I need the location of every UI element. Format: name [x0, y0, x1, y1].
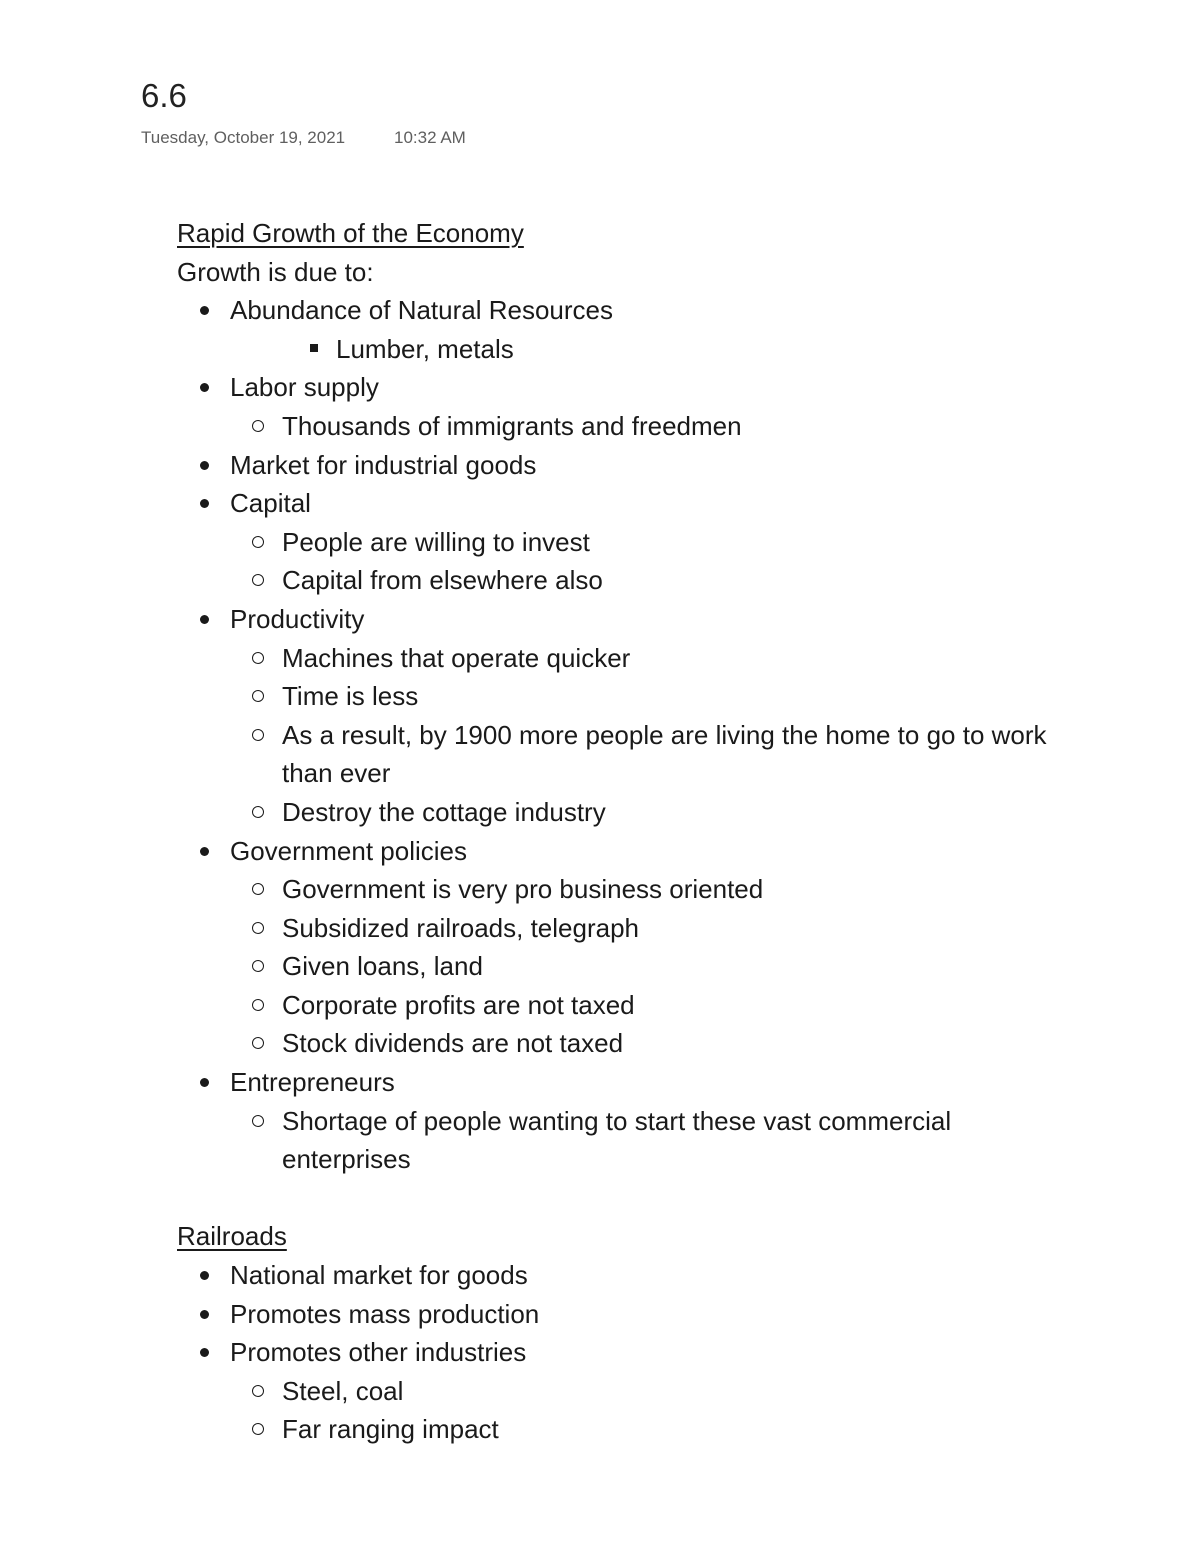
list-item	[177, 1063, 1057, 1102]
bullet-circle-icon	[252, 883, 264, 895]
list-item-text: Lumber, metals	[336, 333, 514, 364]
bullet-dot-icon	[200, 306, 209, 315]
bullet-circle-icon	[252, 652, 264, 664]
list-item-text: Entrepreneurs	[230, 1067, 395, 1098]
list-item-text: Market for industrial goods	[230, 449, 537, 480]
bullet-circle-icon	[252, 420, 264, 432]
bullet-square-icon	[310, 344, 318, 352]
bullet-circle-icon	[252, 999, 264, 1011]
section-heading: Railroads	[177, 1221, 287, 1252]
list-item	[177, 600, 1057, 639]
list-item	[177, 639, 1057, 678]
bullet-list	[177, 291, 1057, 1179]
list-item-text: Destroy the cottage industry	[282, 796, 606, 827]
list-item	[177, 446, 1057, 485]
bullet-dot-icon	[200, 847, 209, 856]
list-item-text: Promotes other industries	[230, 1337, 527, 1368]
list-item	[177, 291, 1057, 330]
bullet-circle-icon	[252, 729, 264, 741]
list-item-text: Given loans, land	[282, 951, 483, 982]
list-item-text: Time is less	[282, 681, 419, 712]
bullet-circle-icon	[252, 1385, 264, 1397]
list-item-text: Steel, coal	[282, 1375, 404, 1406]
bullet-dot-icon	[200, 615, 209, 624]
list-item-text: National market for goods	[230, 1260, 528, 1291]
list-item	[177, 1024, 1057, 1063]
list-item	[177, 909, 1057, 948]
list-item-text: As a result, by 1900 more people are living the home to go to work than ever	[282, 719, 1047, 789]
bullet-circle-icon	[252, 1037, 264, 1049]
list-item	[177, 716, 1057, 793]
list-item	[177, 1410, 1057, 1449]
list-item-text: Productivity	[230, 603, 365, 634]
section-economy	[177, 214, 1057, 1179]
bullet-circle-icon	[252, 1115, 264, 1127]
bullet-list	[177, 1256, 1057, 1449]
bullet-dot-icon	[200, 1271, 209, 1280]
list-item-text: People are willing to invest	[282, 526, 590, 557]
list-item	[177, 484, 1057, 523]
bullet-circle-icon	[252, 536, 264, 548]
list-item-text: Stock dividends are not taxed	[282, 1028, 624, 1059]
list-item-text: Promotes mass production	[230, 1298, 540, 1329]
section-spacer	[177, 1179, 1057, 1218]
list-item	[177, 1102, 1057, 1179]
bullet-circle-icon	[252, 960, 264, 972]
list-item	[177, 832, 1057, 871]
bullet-circle-icon	[252, 922, 264, 934]
list-item	[177, 986, 1057, 1025]
list-item-text: Far ranging impact	[282, 1414, 499, 1445]
page-title: 6.6	[141, 77, 187, 114]
bullet-circle-icon	[252, 574, 264, 586]
list-item	[177, 870, 1057, 909]
list-item-text: Government is very pro business oriented	[282, 874, 764, 905]
note-body	[177, 214, 1057, 1449]
section-railroads	[177, 1217, 1057, 1449]
list-item	[177, 677, 1057, 716]
list-item	[177, 330, 1057, 369]
bullet-dot-icon	[200, 1078, 209, 1087]
section-intro: Growth is due to:	[177, 256, 374, 287]
note-time: 10:32 AM	[394, 128, 466, 147]
list-item-text: Capital	[230, 488, 311, 519]
list-item-text: Thousands of immigrants and freedmen	[282, 410, 742, 441]
list-item	[177, 368, 1057, 407]
bullet-circle-icon	[252, 690, 264, 702]
list-item	[177, 561, 1057, 600]
list-item	[177, 1256, 1057, 1295]
list-item	[177, 1295, 1057, 1334]
list-item-text: Machines that operate quicker	[282, 642, 631, 673]
bullet-dot-icon	[200, 1348, 209, 1357]
list-item-text: Abundance of Natural Resources	[230, 295, 614, 326]
bullet-dot-icon	[200, 383, 209, 392]
section-heading: Rapid Growth of the Economy	[177, 218, 524, 248]
list-item-text: Government policies	[230, 835, 467, 866]
list-item-text: Corporate profits are not taxed	[282, 989, 635, 1020]
list-item-text: Labor supply	[230, 372, 379, 403]
list-item-text: Capital from elsewhere also	[282, 565, 603, 596]
note-date: Tuesday, October 19, 2021	[141, 128, 346, 147]
list-item-text: Shortage of people wanting to start these vast commercial enterprises	[282, 1105, 952, 1175]
bullet-dot-icon	[200, 1310, 209, 1319]
bullet-circle-icon	[252, 1423, 264, 1435]
list-item	[177, 523, 1057, 562]
bullet-dot-icon	[200, 461, 209, 470]
list-item	[177, 1333, 1057, 1372]
list-item	[177, 407, 1057, 446]
bullet-dot-icon	[200, 499, 209, 508]
list-item	[177, 793, 1057, 832]
list-item	[177, 1372, 1057, 1411]
list-item	[177, 947, 1057, 986]
list-item-text: Subsidized railroads, telegraph	[282, 912, 639, 943]
bullet-circle-icon	[252, 806, 264, 818]
